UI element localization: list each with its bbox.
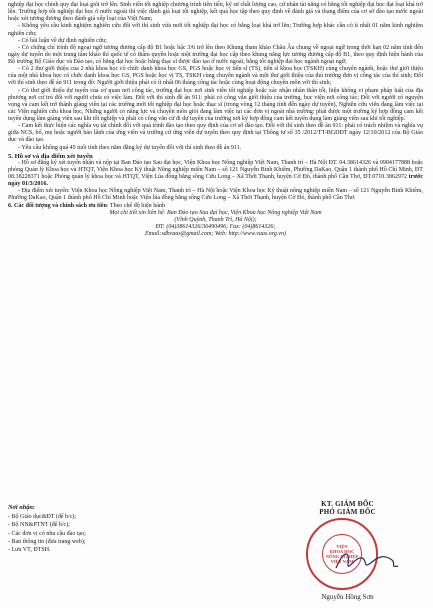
recipient-item: - Bộ NN&PTNT (để b/c); (8, 522, 70, 529)
document-body (8, 2, 423, 238)
requirement-paragraph: - Có thư giới thiệu dự tuyển của cơ quan nơi công tác, trường đại học nơi sinh viên tốt nghiệp hoặc xác nhận nhân thân tốt, hiện không vi phạm pháp luật của địa phương nơi cư trú đối với người chưa có việc làm. Đối với thí sinh đề án 911: phải có công văn giới thiệu của trường, học viện nơi công tác; Đối với người có nguyện vọng và cam kết trở thành giảng viên tại các trường mới tốt nghiệp đại học hoặc thạc sĩ (trong vòng 12 tháng tính đến ngày dự tuyển), Nghiên cứu viên đang làm việc tại các Viện nghiên cứu khoa học, Những người có năng lực và chuyên môn giỏi đang làm việc tại các đơn vị ngoài nhà trường: phải được một trường ký hợp đồng cam kết tuyển dụng làm giảng viên sau khi tốt nghiệp và phải có công văn cử đi dự tuyển của trường nơi ký hợp đồng cam kết tuyển dụng làm giảng viên sau khi tốt nghiệp. (8, 87, 423, 122)
submission-deadline: trước ngày 01/3/2016. (8, 174, 423, 188)
recipient-item: - Ban thông tin (đưa trang web); (8, 538, 86, 545)
section-5-heading: 5. Hồ sơ và địa điểm xét tuyển (8, 152, 93, 160)
requirement-paragraph: nghiệp đại học chính quy đạt loại giỏi trở lên. Sinh viên tốt nghiệp chương trình tiên tiến, kỹ sư chất lượng cao, cử nhân tài năng có bằng tốt nghiệp đại học đạt loại khá trở lên. Trường hợp tốt nghiệp đại học ở nước ngoài thì việc đánh giá loại tốt nghiệp, kết quả học tập theo quy định về đánh giá và thang điểm của cơ sở đào tạo nước ngoài hoặc xét tương đương theo đánh giá xếp loại của Việt Nam; (8, 2, 423, 23)
contact-line: Mọi chi tiết xin liên hệ: Ban Đào tạo Sau đại học, Viện Khoa học Nông nghiệp Việt Nam (109, 209, 322, 216)
requirement-paragraph: - Cam kết thực hiện các nghĩa vụ tài chính đối với quá trình đào tạo theo quy định của cơ sở đào tạo. Đối với thí sinh theo đề án 911: phải có trách nhiệm và nghĩa vụ giữa NCS, bố, mẹ hoặc người bảo lãnh của ứng viên và trường cử ứng viên dự tuyển theo quy định tại Thông tư số 35 /2012/TT-BGDĐT ngày 12/10/2012 của Bộ Giáo dục và đào tạo. (8, 123, 423, 144)
seal-text: KHOA HỌC (329, 549, 355, 554)
seal-text: VIỆN (336, 544, 348, 549)
submission-text: - Hồ sơ đăng ký xét tuyển nhận và nộp tại Ban Đào tạo Sau đại học, Viện Khoa học Nông nghiệp Việt Nam, Thanh trì – Hà Nội ĐT. 04.38614326 và 0904177888 hoặc phòng Quản lý Khoa học và HTQT, Viện Khoa học Kỹ thuật Nông nghiệp miền Nam – số 121 Nguyễn Bỉnh Khiêm, Phường DaKao, Quận 1 thành phố Hồ Chí Minh, ĐT 08.38228371 hoặc Phòng quản lý khoa học và HTQT, Viện Lúa đồng bằng sông Cửu Long – Xã Thới Thạnh, huyện Cờ Đỏ, thành phố Cần Thơ, ĐT.0710.3862972 (8, 159, 423, 180)
section-6-heading: 6. Các đối tượng và chính sách ưu tiên (8, 202, 107, 209)
requirement-paragraph: - Không yêu cầu kinh nghiệm nghiên cứu đối với thí sinh vừa mới tốt nghiệp đại học có bằng loại khá trở lên; Trường hợp khác cần có ít nhất 01 năm kinh nghiệm nghiên cứu; (8, 23, 423, 37)
signer-name: Nguyễn Hồng Sơn (321, 593, 374, 601)
handwritten-signature (329, 546, 402, 576)
requirement-paragraph: - Có chứng chỉ trình độ ngoại ngữ tương đương cấp độ B1 hoặc bậc 3/6 trở lên theo Khung tham khảo Châu Âu chung về ngoại ngữ trong thời hạn 02 năm tính đến ngày dự tuyển do một trung tâm khảo thí quốc tế có thẩm quyền hoặc một trường đại học cấp theo khung năng lực tương đương cấp độ B1, theo quy định hiện hành của Bộ trưởng Bộ Giáo dục và Đào tạo, có bằng đại học hoặc bằng thạc sĩ được đào tạo ở nước ngoài, bằng tốt nghiệp đại học ngành ngoại ngữ; (8, 44, 423, 65)
requirement-paragraph: - Có 2 thư giới thiệu của 2 nhà khoa học có chức danh khoa học GS, PGS hoặc học vị tiến sĩ (TS), tiến sĩ khoa học (TSKH) cùng chuyên ngành, hoặc thư giới thiệu của một nhà khoa học có chức danh khoa học GS, PGS hoặc học vị TS, TSKH cùng chuyên ngành và một thư giới thiệu của thủ trưởng đơn vị công tác của thí sinh; Đối với thí sinh theo đề án 911 trong đó: Người giới thiệu phải có ít nhất 06 tháng công tác hoặc cùng hoạt động chuyên môn với thí sinh; (8, 66, 423, 87)
seal-text: VIỆT NAM (330, 559, 354, 564)
requirement-paragraph: - Có bài luận về dự định nghiên cứu; (18, 37, 107, 44)
signer-authority: KT. GIÁM ĐỐC (321, 500, 374, 508)
contact-block (8, 210, 423, 238)
section-5-location: - Địa điểm xét tuyển: Viện Khoa học Nông nghiệp Việt Nam, Thanh trì – Hà Nội hoặc Viện Khoa học Kỹ thuật nông nghiệp miền Nam – số 121 Nguyễn Bỉnh Khiêm, Phường DaKao, Quận 1 thành phố Hồ Chí Minh hoặc Viện lúa đồng bằng sông Cửu Long – Xã Thới Thạnh, huyện Cờ Đỏ, thành phố Cần Thơ. (8, 188, 423, 202)
section-5-submission (8, 160, 423, 189)
requirements-paragraphs (8, 2, 423, 152)
contact-line: (Vĩnh Quỳnh, Thanh Trì, Hà Nội); (174, 216, 257, 223)
recipients-block (8, 504, 168, 554)
recipient-item: - Lưu VT, ĐTSH. (8, 547, 51, 554)
recipient-item: - Bộ Giáo dục&ĐT (để b/c); (8, 514, 77, 521)
seal-text: NÔNG NGHIỆP (325, 554, 359, 559)
contact-line: Email:sdhvaas@gmail.com; Web: http://www.vaas.org.vn) (145, 230, 286, 237)
section-6 (8, 203, 423, 210)
contact-line: ĐT: (04)38614326/36490496; Fax: (04)8614326; (155, 223, 276, 230)
recipients-title: Nơi nhận: (8, 504, 36, 511)
signer-position: PHÓ GIÁM ĐỐC (319, 508, 376, 516)
section-6-policy: : Theo chế độ hiện hành (106, 202, 165, 209)
requirement-paragraph: - Yêu cầu không quá 45 tuổi tính theo năm đăng ký dự tuyển đối với thí sinh theo đề án 911. (18, 144, 242, 151)
recipient-item: - Các đơn vị có nhu cầu đào tạo; (8, 530, 86, 537)
signature-block (270, 500, 425, 601)
